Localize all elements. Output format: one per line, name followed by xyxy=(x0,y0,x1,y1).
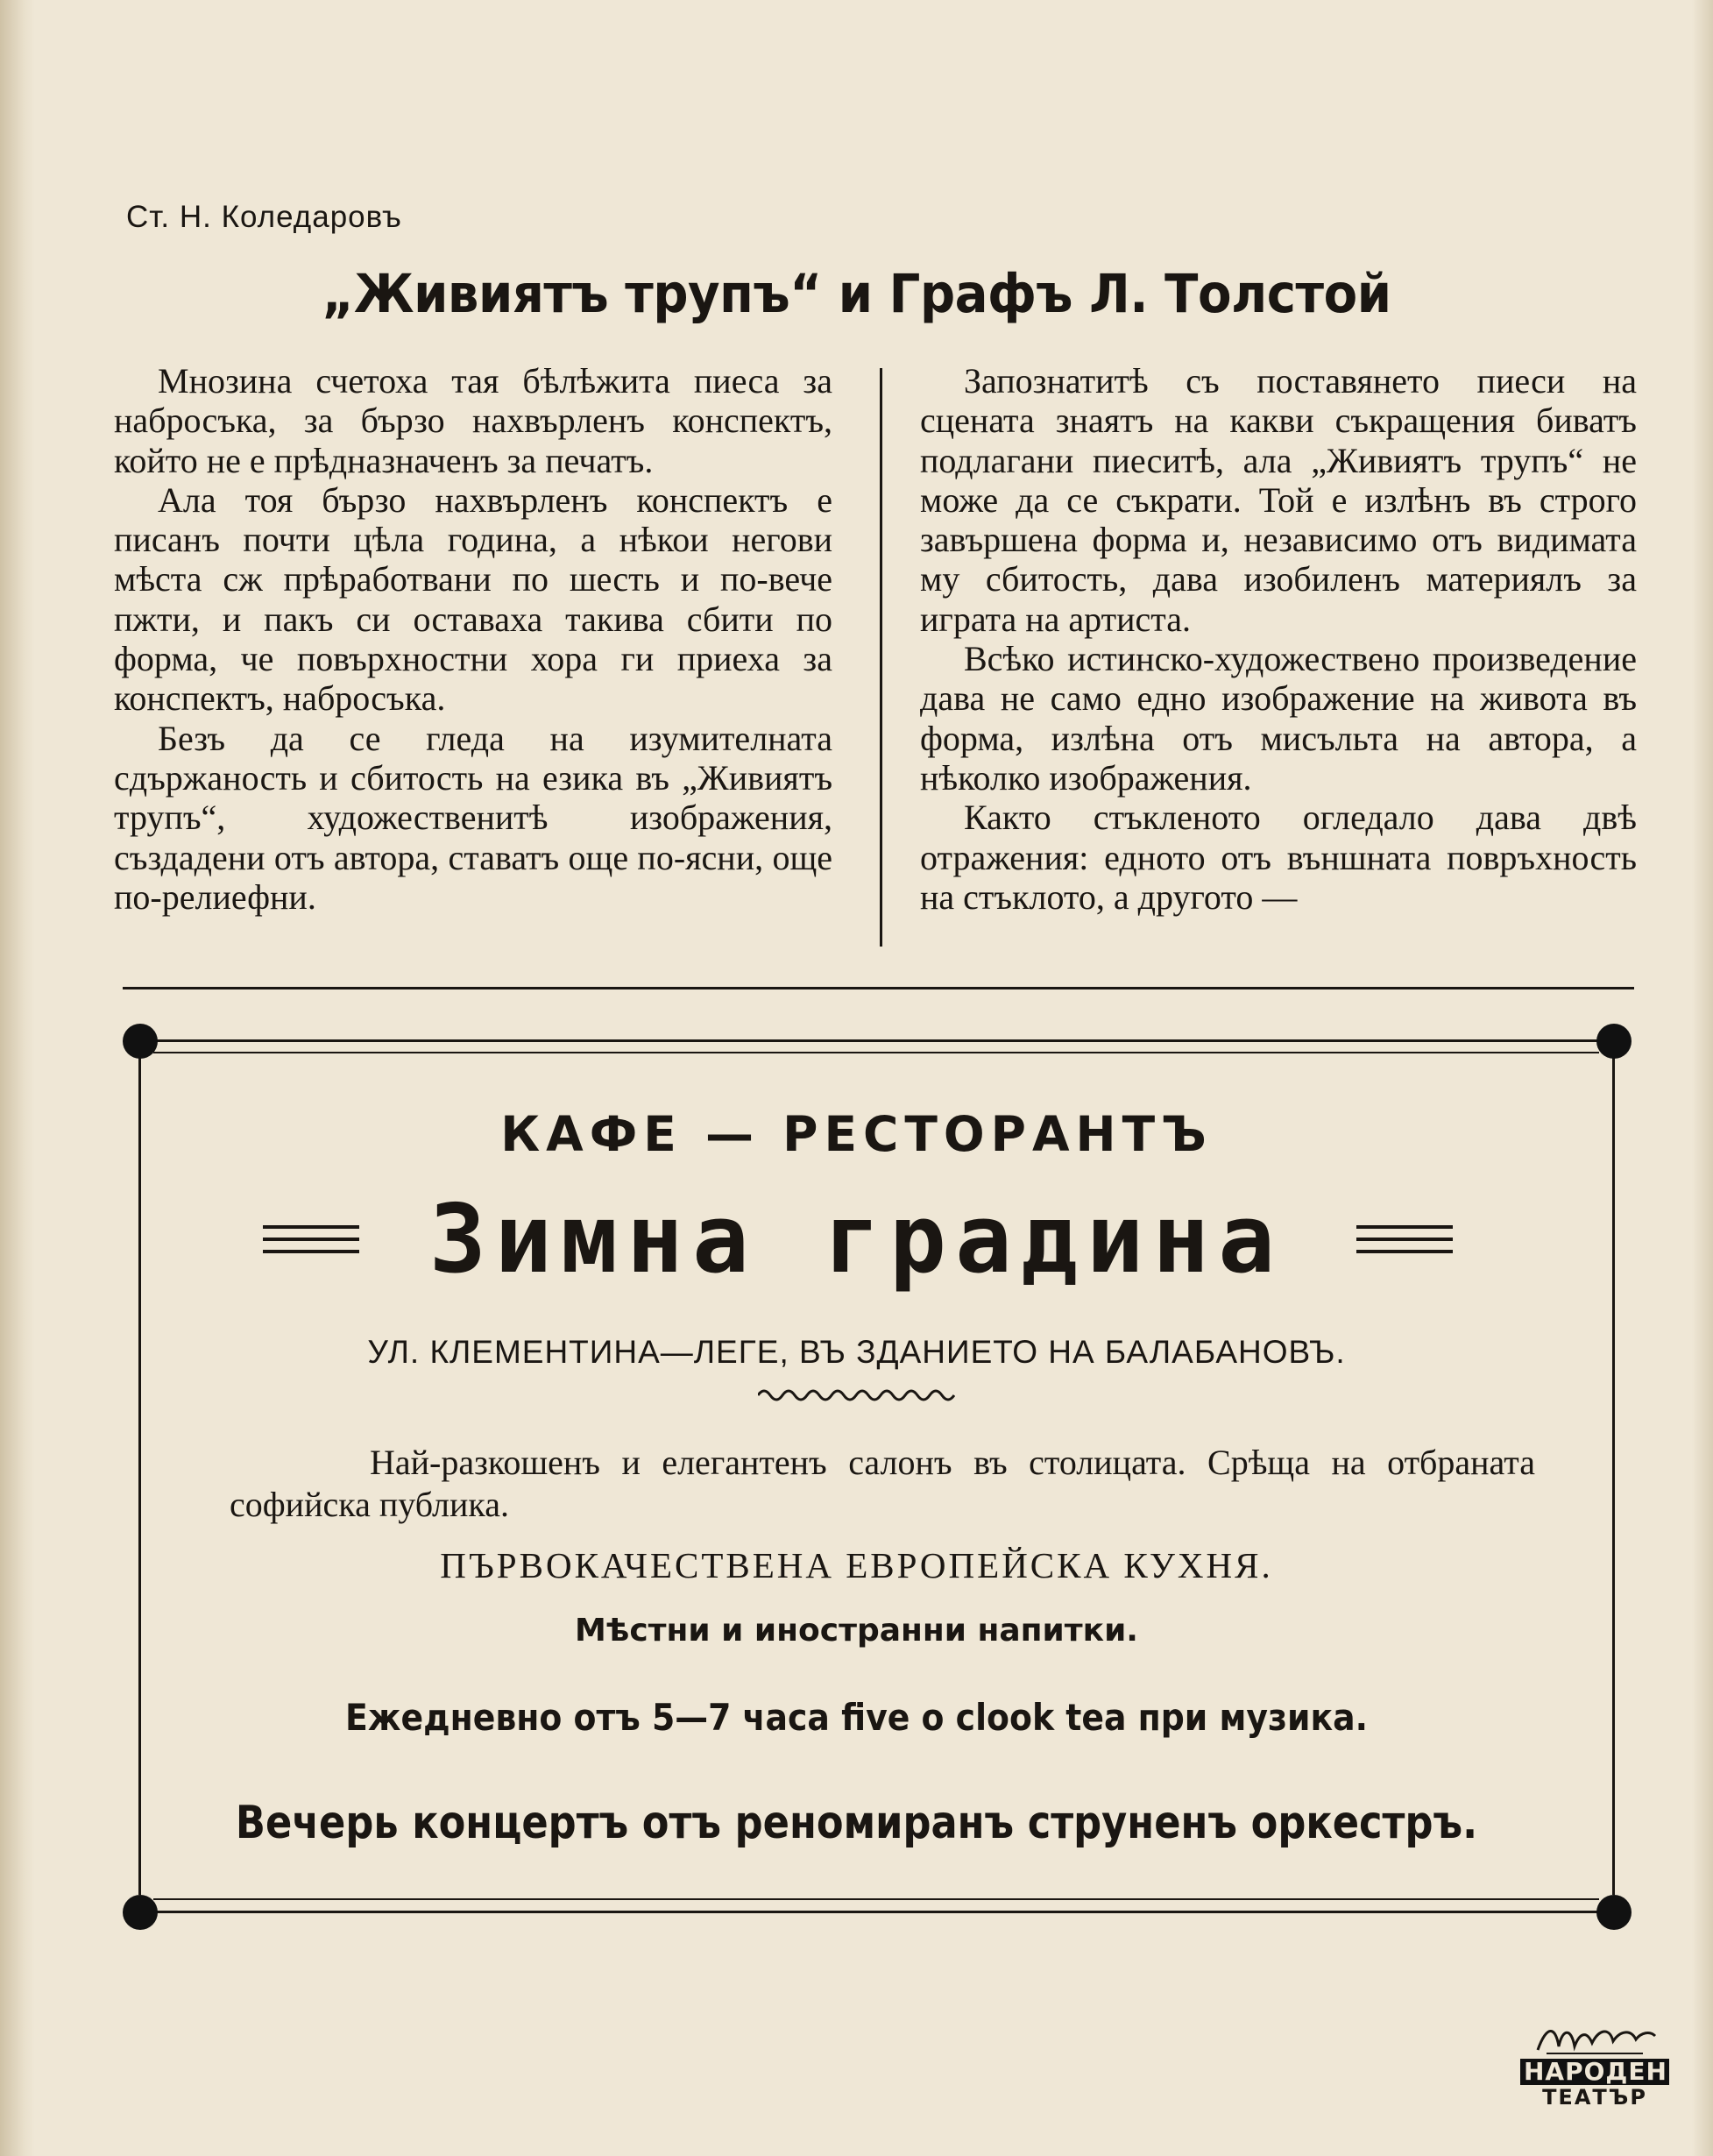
article-column-right xyxy=(920,361,1637,917)
signature-logo-icon xyxy=(1529,2020,1660,2059)
frame-top-inner-rule xyxy=(153,1052,1599,1053)
article-paragraph: Мнозина счетоха тая бѣлѣжита пиеса за набросъка, за бързо нахвърленъ конспектъ, който не е прѣдназначенъ за печатъ. xyxy=(114,361,832,480)
article-column-left xyxy=(114,361,832,917)
section-separator xyxy=(123,987,1634,989)
logo-text-line1: НАРОДЕН xyxy=(1520,2059,1669,2085)
corner-dot-icon xyxy=(1596,1024,1632,1059)
ad-tea-hours: Ежедневно отъ 5—7 часа five o clook tea при музика. xyxy=(345,1696,1368,1739)
page-left-edge xyxy=(0,0,35,2156)
corner-dot-icon xyxy=(123,1024,158,1059)
article-paragraph: Както стъкленото огледало дава двѣ отражения: едното отъ външната повръхность на стъклото, а другото — xyxy=(920,798,1637,917)
article-author: Ст. Н. Коледаровъ xyxy=(126,200,402,234)
ad-drinks: Мѣстни и иностранни напитки. xyxy=(575,1613,1138,1649)
frame-top-rule xyxy=(140,1039,1612,1042)
frame-left-rule xyxy=(138,1057,141,1895)
theatre-logo xyxy=(1520,2020,1669,2125)
article-paragraph: Запознатитѣ съ поставянето пиеси на сцената знаятъ на какви съкращения биватъ подлагани пиеситѣ, ала „Живиятъ трупъ“ не може да се съкрати. Той е излѣнъ въ строго завършена форма и, независимо отъ видимата му сбитость, дава изобиленъ материялъ за играта на артиста. xyxy=(920,361,1637,639)
ad-address: УЛ. КЛЕМЕНТИНА—ЛЕГЕ, ВЪ ЗДАНИЕТО НА БАЛАБАНОВЪ. xyxy=(367,1334,1346,1370)
article-title: „Живиятъ трупъ“ и Графъ Л. Толстой xyxy=(322,263,1391,325)
name-rule-right xyxy=(1356,1250,1453,1253)
name-rule-right xyxy=(1356,1238,1453,1241)
corner-dot-icon xyxy=(123,1895,158,1930)
frame-bottom-rule xyxy=(140,1911,1612,1913)
ad-description xyxy=(230,1442,1535,1526)
ad-description-text: Най-разкошенъ и елегантенъ салонъ въ столицата. Срѣща на отбраната софийска публика. xyxy=(230,1443,1535,1524)
article-paragraph: Ала тоя бързо нахвърленъ конспектъ е писанъ почти цѣла година, а нѣкои негови мѣста сж прѣработвани по шесть и по-вече пжти, и пакъ си оставаха такива сбити по форма, че повърхностни хора ги приеха за конспектъ, набросъка. xyxy=(114,479,832,719)
logo-text-line2: ТЕАТЪР xyxy=(1542,2085,1647,2110)
article-paragraph: Всѣко истинско-художествено произведение дава не само едно изображение на живота въ форма, излѣна отъ мисъльта на автора, а нѣколко изображения. xyxy=(920,639,1637,798)
ad-heading: КАФЕ — РЕСТОРАНТЪ xyxy=(500,1106,1213,1162)
ad-name: Зимна градина xyxy=(428,1185,1285,1294)
corner-dot-icon xyxy=(1596,1895,1632,1930)
frame-bottom-inner-rule xyxy=(153,1898,1599,1900)
ornament-wave-icon xyxy=(758,1385,955,1406)
name-rule-right xyxy=(1356,1225,1453,1229)
page-right-edge xyxy=(1692,0,1713,2156)
ad-concert: Вечерь концертъ отъ реномиранъ струненъ оркестръ. xyxy=(235,1797,1478,1849)
article-paragraph: Безъ да се гледа на изумителната сдържаность и сбитость на езика въ „Живиятъ трупъ“, художественитѣ изображения, създадени отъ автора, ставатъ още по-ясни, още по-релиефни. xyxy=(114,718,832,917)
ad-kitchen: ПЪРВОКАЧЕСТВЕНА ЕВРОПЕЙСКА КУХНЯ. xyxy=(440,1545,1273,1585)
column-divider xyxy=(880,368,882,947)
frame-right-rule xyxy=(1612,1057,1615,1895)
